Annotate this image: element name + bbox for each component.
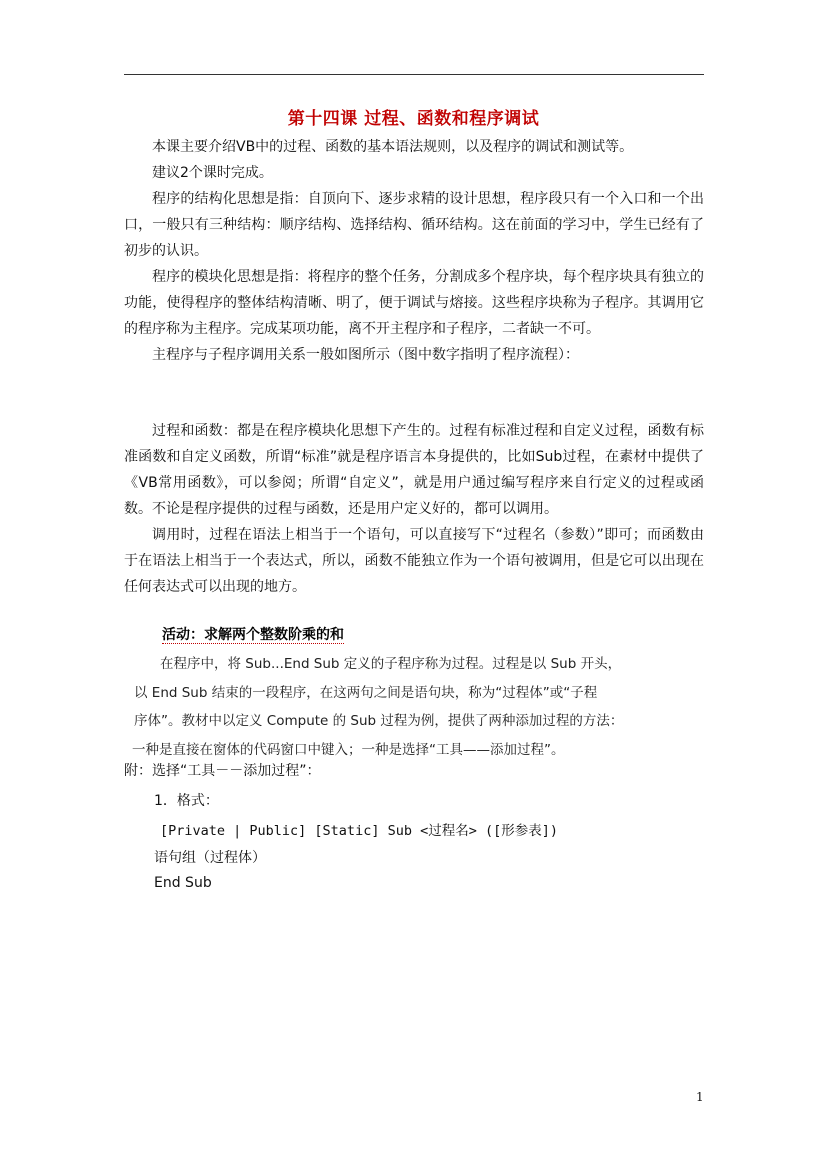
format-label: 1．格式：: [154, 793, 219, 809]
page-title: 第十四课 过程、函数和程序调试: [287, 109, 540, 129]
scanned-line: 以 End Sub 结束的一段程序，在这两句之间是语句块，称为“过程体”或“子程: [134, 685, 598, 701]
end-sub: End Sub: [154, 875, 212, 891]
scanned-line: 序体”。教材中以定义 Compute 的 Sub 过程为例，提供了两种添加过程的方法：: [134, 713, 624, 729]
page-number: 1: [696, 1090, 704, 1104]
paragraph: 程序的结构化思想是指：自顶向下、逐步求精的设计思想，程序段只有一个入口和一个出口，一般只有三种结构：顺序结构、选择结构、循环结构。这在前面的学习中，学生已经有了初步的认识。: [124, 191, 704, 259]
paragraph: 程序的模块化思想是指：将程序的整个任务，分割成多个程序块，每个程序块具有独立的功能，使得程序的整体结构清晰、明了，便于调试与熔接。这些程序块称为子程序。其调用它的程序称为主程序。完成某项功能，离不开主程序和子程序，二者缺一不可。: [124, 269, 704, 337]
appendix-heading: 附：选择“工具－－添加过程”：: [124, 763, 321, 779]
paragraph: 本课主要介绍VB中的过程、函数的基本语法规则，以及程序的调试和测试等。: [152, 139, 634, 155]
statement-group: 语句组（过程体）: [154, 850, 266, 866]
syntax-line: [Private | Public] [Static] Sub <过程名> ([形参表]): [160, 823, 558, 839]
intro-block: [124, 134, 704, 368]
paragraph: 过程和函数：都是在程序模块化思想下产生的。过程有标准过程和自定义过程，函数有标准函数和自定义函数，所谓“标准”就是程序语言本身提供的，比如Sub过程，在素材中提供了《VB常用函数》，可以参阅；所谓“自定义”，就是用户通过编写程序来自行定义的过程或函数。不论是程序提供的过程与函数，还是用户定义好的，都可以调用。: [124, 423, 704, 517]
paragraph: 调用时，过程在语法上相当于一个语句，可以直接写下“过程名（参数）”即可；而函数由于在语法上相当于一个表达式，所以，函数不能独立作为一个语句被调用，但是它可以出现在任何表达式可以出现的地方。: [124, 527, 704, 595]
header-rule: [124, 74, 704, 75]
scanned-line: 在程序中，将 Sub...End Sub 定义的子程序称为过程。过程是以 Sub 开头，: [160, 656, 622, 672]
paragraph: 主程序与子程序调用关系一般如图所示（图中数字指明了程序流程）：: [152, 347, 579, 363]
activity-heading: 活动：求解两个整数阶乘的和: [162, 627, 344, 643]
procedures-block: [124, 418, 704, 600]
paragraph: 建议2个课时完成。: [152, 165, 273, 181]
scanned-line: 一种是直接在窗体的代码窗口中键入；一种是选择“工具——添加过程”。: [132, 742, 565, 758]
